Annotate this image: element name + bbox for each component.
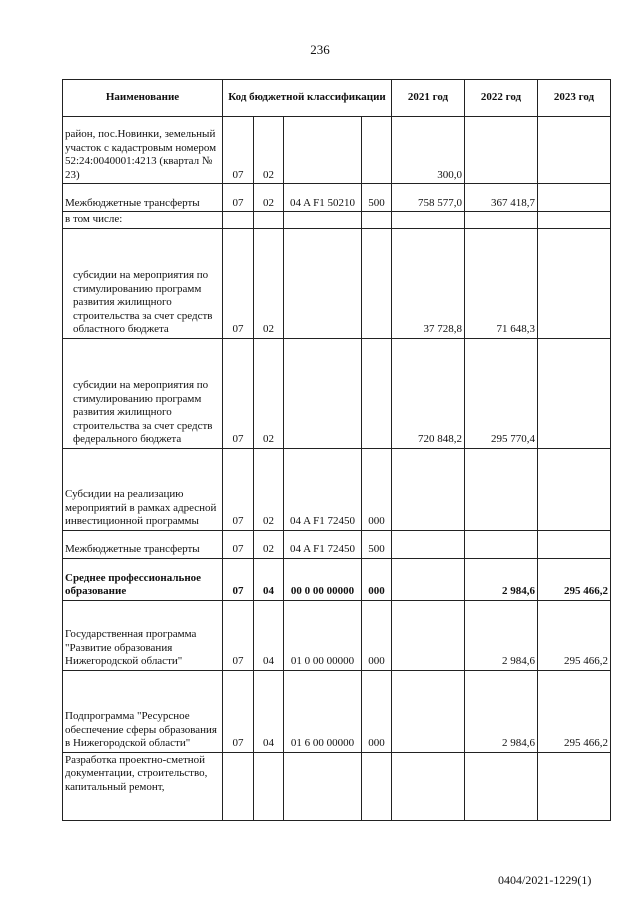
- header-2021: 2021 год: [392, 80, 465, 117]
- row-value-2023: [538, 338, 611, 448]
- row-code-4: [362, 212, 392, 229]
- row-code-2: 02: [254, 448, 284, 530]
- row-code-2: 04: [254, 670, 284, 752]
- row-code-4: [362, 752, 392, 820]
- row-code-3: [284, 338, 362, 448]
- table-row: [63, 530, 611, 558]
- row-value-2021: 720 848,2: [392, 338, 465, 448]
- row-value-2023: 295 466,2: [538, 600, 611, 670]
- row-value-2021: [392, 752, 465, 820]
- row-value-2022: 367 418,7: [465, 184, 538, 212]
- table-row: [63, 184, 611, 212]
- row-value-2021: 37 728,8: [392, 228, 465, 338]
- row-code-3: 00 0 00 00000: [284, 558, 362, 600]
- table-row: [63, 752, 611, 820]
- row-code-1: 07: [223, 558, 254, 600]
- row-code-2: [254, 752, 284, 820]
- row-code-2: 02: [254, 184, 284, 212]
- row-value-2022: [465, 212, 538, 229]
- row-name: район, пос.Новинки, земельный участок с кадастровым номером 52:24:0040001:4213 (квартал № 23): [63, 117, 223, 184]
- page-number: 236: [310, 42, 330, 57]
- row-name: Разработка проектно-сметной документации, строительство, капитальный ремонт,: [63, 752, 223, 820]
- row-code-4: 000: [362, 558, 392, 600]
- row-value-2022: [465, 117, 538, 184]
- row-code-3: [284, 752, 362, 820]
- row-name: Государственная программа "Развитие образования Нижегородской области": [63, 600, 223, 670]
- row-code-1: 07: [223, 338, 254, 448]
- row-value-2021: [392, 558, 465, 600]
- row-value-2021: [392, 530, 465, 558]
- row-name: субсидии на мероприятия по стимулированию программ развития жилищного строительства за счет средств областного бюджета: [63, 228, 223, 338]
- row-value-2022: [465, 448, 538, 530]
- row-code-4: 500: [362, 530, 392, 558]
- row-code-4: [362, 228, 392, 338]
- table-row: [63, 212, 611, 229]
- row-value-2023: [538, 228, 611, 338]
- row-value-2021: [392, 600, 465, 670]
- row-code-3: 04 A F1 50210: [284, 184, 362, 212]
- header-name: Наименование: [63, 80, 223, 117]
- row-code-3: [284, 212, 362, 229]
- row-code-1: 07: [223, 117, 254, 184]
- header-code: Код бюджетной классификации: [223, 80, 392, 117]
- row-code-3: 04 A F1 72450: [284, 530, 362, 558]
- header-2023: 2023 год: [538, 80, 611, 117]
- row-code-4: 000: [362, 448, 392, 530]
- row-value-2022: 2 984,6: [465, 558, 538, 600]
- table-row: [63, 228, 611, 338]
- row-value-2021: 300,0: [392, 117, 465, 184]
- row-name: субсидии на мероприятия по стимулированию программ развития жилищного строительства за счет средств федерального бюджета: [63, 338, 223, 448]
- table-row: [63, 117, 611, 184]
- row-name: Среднее профессиональное образование: [63, 558, 223, 600]
- row-code-1: 07: [223, 448, 254, 530]
- row-code-1: [223, 752, 254, 820]
- row-value-2022: 2 984,6: [465, 670, 538, 752]
- row-value-2021: [392, 212, 465, 229]
- row-code-1: 07: [223, 228, 254, 338]
- row-name: Межбюджетные трансферты: [63, 530, 223, 558]
- row-value-2023: [538, 530, 611, 558]
- row-value-2023: [538, 752, 611, 820]
- row-value-2023: [538, 212, 611, 229]
- document-code: 0404/2021-1229(1): [498, 873, 592, 887]
- row-code-1: 07: [223, 600, 254, 670]
- row-value-2023: 295 466,2: [538, 558, 611, 600]
- table-row: [63, 600, 611, 670]
- row-code-4: [362, 338, 392, 448]
- table-header-row: [63, 80, 611, 117]
- row-code-3: [284, 228, 362, 338]
- row-name: Подпрограмма "Ресурсное обеспечение сферы образования в Нижегородской области": [63, 670, 223, 752]
- row-value-2023: [538, 117, 611, 184]
- row-code-4: 000: [362, 600, 392, 670]
- row-code-2: 02: [254, 530, 284, 558]
- row-name: в том числе:: [63, 212, 223, 229]
- row-code-3: 04 A F1 72450: [284, 448, 362, 530]
- row-value-2022: 71 648,3: [465, 228, 538, 338]
- table-row: [63, 448, 611, 530]
- row-code-2: 02: [254, 228, 284, 338]
- row-code-1: 07: [223, 530, 254, 558]
- row-code-3: 01 6 00 00000: [284, 670, 362, 752]
- row-code-2: 04: [254, 558, 284, 600]
- row-code-4: 000: [362, 670, 392, 752]
- row-value-2022: 2 984,6: [465, 600, 538, 670]
- row-code-4: [362, 117, 392, 184]
- table-row: [63, 670, 611, 752]
- row-name: Межбюджетные трансферты: [63, 184, 223, 212]
- row-value-2021: 758 577,0: [392, 184, 465, 212]
- row-value-2022: [465, 530, 538, 558]
- row-value-2022: [465, 752, 538, 820]
- table-row: [63, 558, 611, 600]
- row-code-4: 500: [362, 184, 392, 212]
- table-row: [63, 338, 611, 448]
- header-2022: 2022 год: [465, 80, 538, 117]
- row-code-3: [284, 117, 362, 184]
- row-name: Субсидии на реализацию мероприятий в рамках адресной инвестиционной программы: [63, 448, 223, 530]
- row-code-2: 02: [254, 117, 284, 184]
- row-value-2021: [392, 670, 465, 752]
- row-code-2: 04: [254, 600, 284, 670]
- row-code-1: 07: [223, 184, 254, 212]
- row-code-3: 01 0 00 00000: [284, 600, 362, 670]
- row-value-2021: [392, 448, 465, 530]
- row-value-2023: [538, 184, 611, 212]
- row-code-2: 02: [254, 338, 284, 448]
- row-code-1: [223, 212, 254, 229]
- row-value-2023: [538, 448, 611, 530]
- row-value-2023: 295 466,2: [538, 670, 611, 752]
- row-value-2022: 295 770,4: [465, 338, 538, 448]
- budget-table: [62, 79, 611, 821]
- row-code-2: [254, 212, 284, 229]
- row-code-1: 07: [223, 670, 254, 752]
